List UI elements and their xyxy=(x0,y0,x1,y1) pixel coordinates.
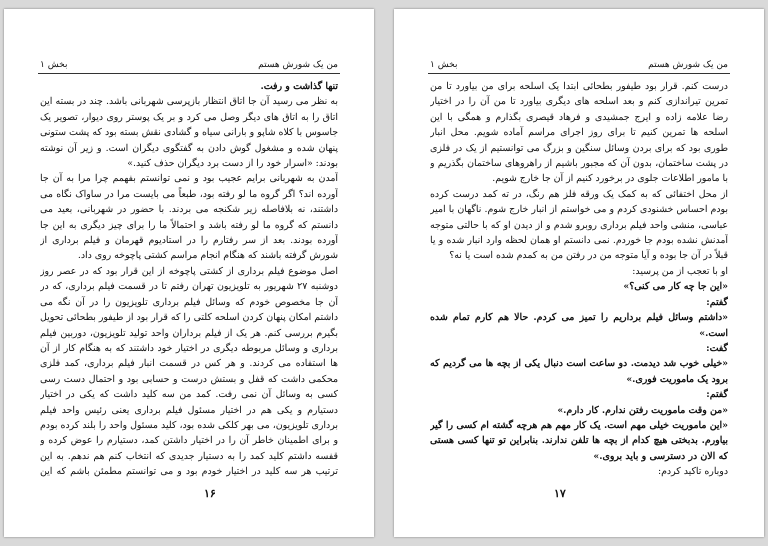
paragraph: «این جا چه کار می کنی؟» xyxy=(623,281,728,293)
paragraph: تنها گذاشت و رفت. xyxy=(260,81,338,92)
paragraph: دوباره تاکید کردم: xyxy=(657,466,728,478)
header-book-title: من یک شورش هستم xyxy=(258,60,338,70)
paragraph: به نظر می رسید آن جا اتاق انتظار بازپرسی شهربانی باشد. چند در بسته این اتاق را به اتاق های دیگر وصل می کرد و بر یک پوستر روی دیوار، تصویر یک جاسوس با کلاه شاپو و بارانی سیاه و گشادی نقش بسته بود که پشت ستونی پنهان شده و مشغول گوش دادن به گفتگوی دیگران است. و زیر آن نوشته بودند: «اسرار خود را از دست برد دیگران حذف کنید.» xyxy=(40,96,338,170)
right-page xyxy=(394,9,764,537)
header-section: بخش ۱ xyxy=(40,60,68,70)
paragraph: گفتم: xyxy=(706,296,728,308)
page-number: ۱۶ xyxy=(204,487,216,500)
header-book-title: من یک شورش هستم xyxy=(648,60,728,70)
paragraph: گفت: xyxy=(706,342,728,354)
paragraph: از محل اختفائی که به کمک یک ورقه فلز هم رنگ، در ته کمد درست کرده بودم احساس خشنودی کردم و می خواستم از انبار خارج شوم. ناگهان با امیر عباسی، منشی واحد فیلم برداری روبرو شدم و از دیدن او که با حالتی متوجه آمدنش نشده بودم جا خوردم. نمی دانستم او همان لحظه وارد انبار شده و یا قبلاً در آن جا بوده و آیا متوجه من در رفتن من به کمدم شده است یا نه؟ xyxy=(430,188,728,262)
paragraph: اصل موضوع فیلم برداری از کشتی پاچوخه از این قرار بود که در عصر روز دوشنبه ۲۷ شهریور به تلویزیون تهران رفتم تا در قسمت فیلم برداری، که در آن جا مخصوص خودم که وسائل فیلم برداری تلویزیون را در آن نگه می داشتم امکان پنهان کردن اسلحه کلتی را که قرار بود از طیفور بطحائی تحویل بگیرم بررسی کنم. هر یک از فیلم برداران واحد تولید تلویزیون، دوربین فیلم برداری و وسائل مربوطه دیگری در اختیار خود داشتند که به هنگام کار از آن ها استفاده می کردند. و هر کس در قسمت انبار فیلم برداری، کمد فلزی محکمی داشت که قفل و بستش درست و حسابی بود و احتمال دست رسی کسی به وسائل آن نمی رفت. کمد من سه کلید داشت که یکی در اختیار دستیارم و یکی هم در اختیار مسئول فیلم برداری یعنی رئیس واحد فیلم برداری تلویزیون، می بهر کلکی شده بود، کلید مسئول واحد را بلند کرده بودم و برای اطمینان خاطر آن را در اختیار داشتن کمد، دستیارم را عوض کرده و قفسه داشتم کلید کمد را به دستیار جدیدی که انتخاب کنم هم ندهم. به این ترتیب هر سه کلید در اختیار خودم بود و می توانستم مطمئن باشم که این xyxy=(40,265,338,478)
paragraph: «داشتم وسائل فیلم برداریم را تمیز می کردم. حالا هم کارم تمام شده است.» xyxy=(430,312,728,339)
paragraph: او با تعجب از من پرسید: xyxy=(632,265,728,277)
page-number: ۱۷ xyxy=(554,487,566,500)
paragraph: «من وقت ماموریت رفتن ندارم. کار دارم.» xyxy=(557,404,728,416)
left-page xyxy=(4,9,374,537)
page-header xyxy=(428,59,730,74)
paragraph: آمدن به شهربانی برایم عجیب بود و نمی توانستم بفهمم چرا مرا به آن جا آورده اند؟ اگر گروه ما لو رفته بود، طبعاً می بایست مرا در ساواک نگاه می داشتند، نه بلافاصله زیر شکنجه می بردند. با حضور در شهربانی، بعید می دانستم که گروه ما لو رفته باشد و احتمالاً ما را برای چیز دیگری به این جا آورده بودند. بعد از سر رفتارم را در استادیوم قهرمان و فیلم برداری از شورش گرفته باشند که هنگام انجام مراسم کشتی پاچوخه روی داد. xyxy=(40,173,338,262)
paragraph: درست کنم. قرار بود طیفور بطحائی ابتدا یک اسلحه برای من بیاورد تا من تمرین تیراندازی کنم و بعد اسلحه های دیگری بیاورد تا من آن را در اختیار رضا علامه زاده و ایرج جمشیدی و فرهاد قیصری بگذارم و همگی با این اسلحه ها تمرین کنیم تا برای روز اجرای مراسم آماده شویم. محل انبار طوری بود که برای بردن وسائل سنگین و بزرگ می توانستیم از یک در فلزی در پشت ساختمان، بدون آن که مجبور باشیم از راهروهای ساختمان بگذریم و با مامور اطلاعات جلوی در برخورد کنیم از آن جا خارج شویم. xyxy=(430,81,728,185)
paragraph xyxy=(430,480,728,481)
page-body xyxy=(430,79,728,481)
paragraph: گفتم: xyxy=(706,389,728,401)
paragraph: «خیلی خوب شد دیدمت. دو ساعت است دنبال یکی از بچه ها می گردیم که برود یک ماموریت فوری.» xyxy=(430,358,728,385)
page-body xyxy=(40,79,338,481)
paragraph: «این ماموریت خیلی مهم است. یک کار مهم هم هرچه گشته ام کسی را گیر بیاورم. بدبختی هیچ کدام از بچه ها تلفن ندارند. بنابراین تو تنها کسی هستی که الان در دسترسی و باید بروی.» xyxy=(430,419,728,462)
header-section: بخش ۱ xyxy=(430,60,458,70)
page-header xyxy=(38,59,340,74)
